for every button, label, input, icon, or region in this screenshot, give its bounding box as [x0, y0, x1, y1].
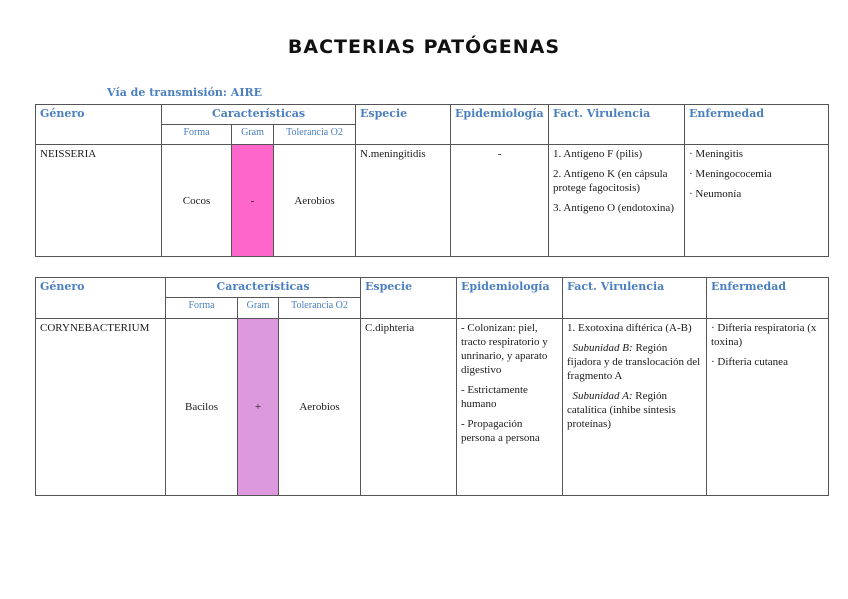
- epidemiologia-cell: [457, 319, 563, 496]
- header-enfermedad: Enfermedad: [707, 278, 829, 319]
- enfermedad-item: · Meningitis: [689, 148, 744, 161]
- header-especie: Especie: [356, 105, 451, 145]
- header-epidemiologia: Epidemiología: [451, 105, 549, 145]
- tolerancia-cell: Aerobios: [279, 319, 361, 496]
- header-fact-virulencia: Fact. Virulencia: [563, 278, 707, 319]
- virulencia-label: Subunidad A:: [572, 390, 633, 403]
- virulencia-text: Región catalítica (inhibe síntesis proteínas): [567, 390, 676, 431]
- header-forma: Forma: [166, 298, 238, 319]
- bacteria-table-corynebacterium: [35, 277, 829, 496]
- epidemiologia-item: - Estrictamente humano: [461, 384, 528, 411]
- gram-cell: -: [232, 145, 274, 257]
- epidemiologia-item: -: [497, 148, 502, 161]
- virulencia-item: [567, 321, 702, 335]
- enfermedad-cell: [685, 145, 829, 257]
- enfermedad-cell: [707, 319, 829, 496]
- page-title: BACTERIAS PATÓGENAS: [287, 36, 561, 58]
- forma-cell: Cocos: [162, 145, 232, 257]
- header-forma: Forma: [162, 125, 232, 145]
- header-tolerancia: Tolerancia O2: [274, 125, 356, 145]
- header-tolerancia: Tolerancia O2: [279, 298, 361, 319]
- virulencia-cell: [563, 319, 707, 496]
- transmission-subtitle: Vía de transmisión: AIRE: [107, 86, 263, 99]
- enfermedad-item: · Meningococemia: [689, 168, 772, 181]
- virulencia-cell: [549, 145, 685, 257]
- especie-cell: N.meningitidis: [356, 145, 451, 257]
- genero-cell: NEISSERIA: [36, 145, 162, 257]
- virulencia-item: 3. Antígeno O (endotoxina): [553, 202, 674, 215]
- header-especie: Especie: [361, 278, 457, 319]
- virulencia-item: [567, 341, 702, 383]
- header-enfermedad: Enfermedad: [685, 105, 829, 145]
- header-fact-virulencia: Fact. Virulencia: [549, 105, 685, 145]
- enfermedad-item: · Difteria respiratoria (x toxina): [711, 322, 817, 349]
- epidemiologia-item: - Propagación persona a persona: [461, 418, 540, 445]
- header-epidemiologia: Epidemiología: [457, 278, 563, 319]
- enfermedad-item: · Difteria cutanea: [711, 356, 788, 369]
- virulencia-item: 2. Antígeno K (en cápsula protege fagocitosis): [553, 168, 668, 195]
- gram-cell: +: [238, 319, 279, 496]
- especie-cell: C.diphteria: [361, 319, 457, 496]
- virulencia-text: 1. Exotoxina diftérica (A-B): [567, 322, 692, 335]
- enfermedad-item: · Neumonía: [689, 188, 742, 201]
- epidemiologia-cell: [451, 145, 549, 257]
- header-genero: Género: [36, 278, 166, 319]
- epidemiologia-item: - Colonizan: piel, tracto respiratorio y unrinario, y aparato digestivo: [461, 322, 548, 377]
- forma-cell: Bacilos: [166, 319, 238, 496]
- header-caracteristicas: Características: [162, 105, 356, 125]
- bacteria-table-neisseria: [35, 104, 829, 257]
- virulencia-item: 1. Antígeno F (pilis): [553, 148, 643, 161]
- genero-cell: CORYNEBACTERIUM: [36, 319, 166, 496]
- header-gram: Gram: [238, 298, 279, 319]
- virulencia-item: [567, 389, 702, 431]
- virulencia-label: Subunidad B:: [572, 342, 633, 355]
- header-gram: Gram: [232, 125, 274, 145]
- header-caracteristicas: Características: [166, 278, 361, 298]
- virulencia-text: Región fijadora y de translocación del fragmento A: [567, 342, 701, 383]
- tolerancia-cell: Aerobios: [274, 145, 356, 257]
- header-genero: Género: [36, 105, 162, 145]
